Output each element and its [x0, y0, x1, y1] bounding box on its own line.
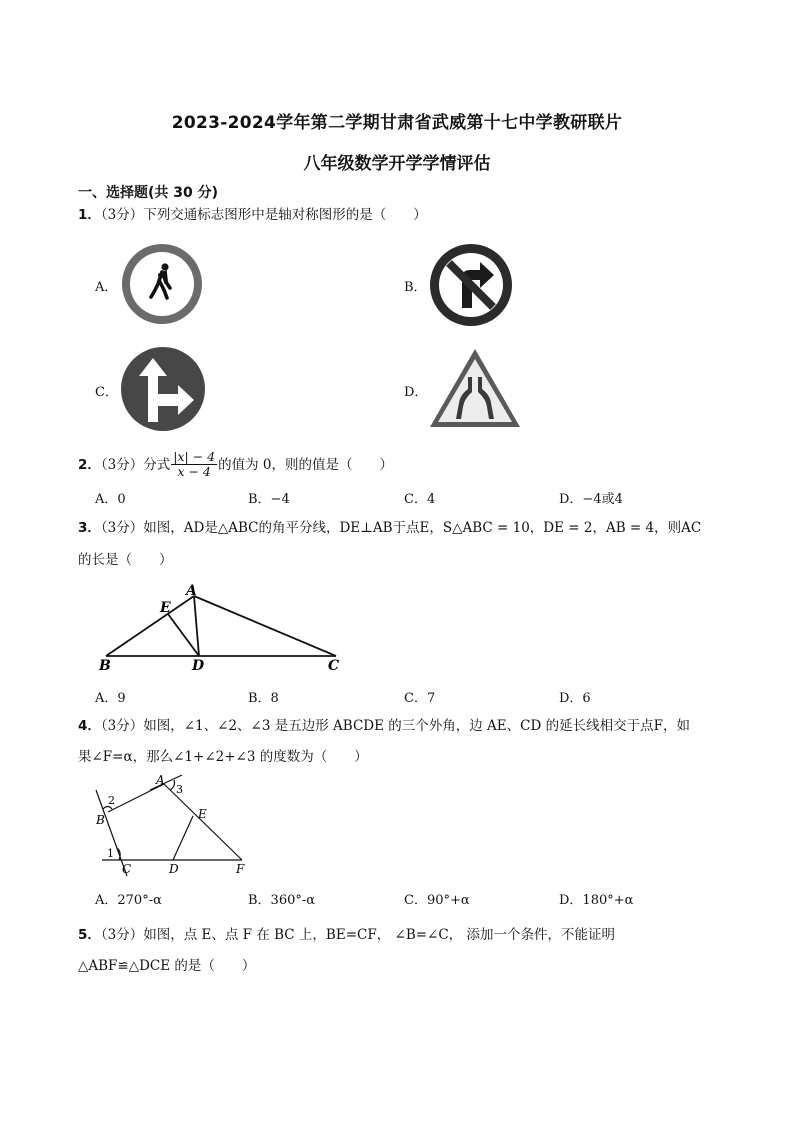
- question-5-stem: [78, 925, 615, 945]
- q3-option-d: D．6: [559, 691, 591, 706]
- segment-ac: [194, 596, 336, 656]
- q3-option-c: C．7: [404, 691, 436, 706]
- question-text: 如图，AD是△ABC的角平分线，DE⊥AB于点E，S△ABC = 10，DE = 2，AB = 4，则AC: [143, 520, 702, 536]
- question-4-stem: [78, 716, 690, 736]
- question-score: （3分）: [100, 457, 144, 473]
- question-2-stem: [78, 451, 393, 480]
- question-text: 如图，点 E、点 F 在 BC 上，BE=CF， ∠B=∠C， 添加一个条件，不能证明: [143, 927, 615, 943]
- question-text: 下列交通标志图形中是轴对称图形的是（ ）: [143, 207, 427, 223]
- q2-option-c: C．4: [404, 492, 436, 507]
- label-b: B: [96, 813, 105, 827]
- label-c: C: [122, 862, 132, 876]
- q3-option-a: A．9: [95, 691, 126, 706]
- question-3-stem: [78, 518, 701, 538]
- question-score: （3分）: [100, 520, 144, 536]
- segment-ba: [108, 784, 164, 812]
- no-pedestrians-sign-icon: [120, 242, 204, 326]
- question-score: （3分）: [100, 207, 144, 223]
- question-text: 分式: [143, 457, 171, 473]
- question-number: 1．: [78, 207, 101, 223]
- document-title: 2023-2024学年第二学期甘肃省武威第十七中学教研联片: [171, 113, 623, 133]
- pentagon-figure: [90, 772, 260, 878]
- q1-option-a-label: A．: [95, 280, 118, 295]
- q4-option-c: C．90°+α: [404, 893, 470, 908]
- fraction: [171, 450, 217, 479]
- label-d: D: [192, 658, 205, 674]
- label-b: B: [99, 658, 111, 674]
- question-number: 5．: [78, 927, 101, 943]
- label-f: F: [236, 862, 245, 876]
- segment-ba: [106, 596, 194, 656]
- label-c: C: [328, 658, 340, 674]
- q2-option-b: B．−4: [248, 492, 290, 507]
- q1-option-b-label: B．: [404, 280, 427, 295]
- label-angle-1: 1: [107, 847, 114, 860]
- fraction-denominator: x − 4: [177, 464, 211, 479]
- label-angle-2: 2: [108, 794, 115, 807]
- q4-option-d: D．180°+α: [559, 893, 634, 908]
- question-text: 如图，∠1、∠2、∠3 是五边形 ABCDE 的三个外角，边 AE、CD 的延长线相交于点F，如: [143, 718, 690, 734]
- label-e: E: [160, 600, 171, 616]
- question-5-stem-line2: △ABF≌△DCE 的是（ ）: [78, 958, 256, 974]
- label-d: D: [169, 862, 179, 876]
- segment-de: [168, 614, 199, 656]
- triangle-abc-figure: [96, 582, 346, 674]
- question-score: （3分）: [100, 718, 144, 734]
- no-right-turn-sign-icon: [428, 242, 514, 328]
- q1-option-d-label: D．: [404, 385, 428, 400]
- q1-option-c-label: C．: [95, 385, 118, 400]
- label-a: A: [156, 773, 165, 787]
- label-e: E: [198, 807, 207, 821]
- q3-option-b: B．8: [248, 691, 279, 706]
- label-a: A: [186, 583, 197, 599]
- question-number: 4．: [78, 718, 101, 734]
- question-score: （3分）: [100, 927, 144, 943]
- q2-option-a: A．0: [95, 492, 126, 507]
- question-number: 2．: [78, 457, 101, 473]
- q4-option-b: B．360°-α: [248, 893, 316, 908]
- fraction-numerator: |x| − 4: [173, 449, 216, 464]
- segment-ad: [194, 596, 199, 656]
- label-angle-3: 3: [176, 783, 183, 796]
- question-4-stem-line2: 果∠F=α，那么∠1+∠2+∠3 的度数为（ ）: [78, 749, 368, 765]
- q2-option-d: D．−4或4: [559, 492, 623, 507]
- section-heading: 一、选择题(共 30 分): [78, 185, 219, 201]
- document-subtitle: 八年级数学开学学情评估: [303, 154, 491, 174]
- straight-or-right-sign-icon: [120, 346, 206, 432]
- road-narrows-sign-icon: [428, 347, 522, 429]
- question-3-stem-line2: 的长是（ ）: [78, 552, 173, 568]
- question-text-cont: 的值为 0，则的值是（ ）: [218, 457, 393, 473]
- angle-3-arc: [170, 780, 175, 790]
- segment-de: [173, 816, 193, 860]
- question-1-stem: [78, 205, 427, 225]
- question-number: 3．: [78, 520, 101, 536]
- q4-option-a: A．270°-α: [95, 893, 162, 908]
